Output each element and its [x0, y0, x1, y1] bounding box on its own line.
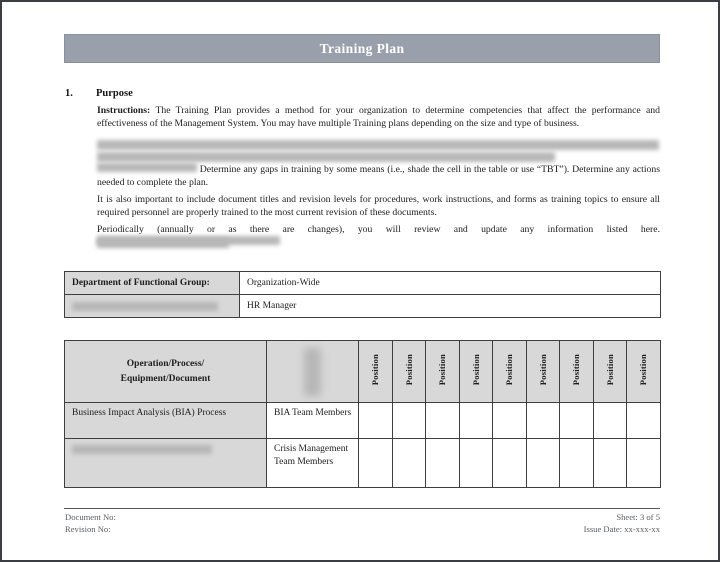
position-column-header: Position [627, 341, 661, 403]
instructions-paragraph [97, 104, 660, 130]
redacted-paragraph-continuation [97, 238, 229, 248]
section-title: Purpose [96, 88, 133, 99]
operation-header-line2: Equipment/Document [120, 373, 211, 384]
matrix-cell [493, 439, 527, 488]
matrix-cell [627, 439, 661, 488]
gaps-paragraph [97, 163, 660, 189]
table-row [65, 439, 661, 488]
review-text: Periodically (annually or as there are changes), you will review and update any information listed here. [97, 224, 660, 235]
footer-right [403, 511, 660, 535]
matrix-cell [426, 403, 460, 439]
matrix-cell [526, 403, 560, 439]
revision-text: It is also important to include document titles and revision levels for procedures, work instructions, and forms as training topics to ensure all required personnel are properly trained to the most current revision of these documents. [97, 194, 660, 218]
redacted-text-line [97, 238, 229, 248]
position-column-header: Position [560, 341, 594, 403]
matrix-cell [392, 439, 426, 488]
redacted-column-header [267, 341, 359, 403]
gaps-text: Determine any gaps in training by some means (i.e., shade the cell in the table or use “TBT”). Determine any actions needed to complete the plan. [97, 164, 661, 188]
document-title-bar [64, 34, 660, 63]
matrix-cell [593, 403, 627, 439]
department-value-cell: Organization-Wide [240, 272, 661, 295]
document-title: Training Plan [319, 41, 405, 56]
redacted-text-inline [72, 302, 218, 311]
matrix-cell [526, 439, 560, 488]
matrix-cell [627, 403, 661, 439]
instructions-text: The Training Plan provides a method for your organization to determine competencies that affect the performance and effectiveness of the Management System. You may have multiple Training plans depending on the size and type of business. [97, 105, 660, 129]
table-row [65, 403, 661, 439]
table-row [65, 272, 661, 295]
sheet-number: Sheet: 3 of 5 [616, 512, 660, 522]
matrix-cell [459, 439, 493, 488]
redacted-text-inline [72, 445, 212, 454]
redacted-label-cell [65, 295, 240, 318]
section-number: 1. [65, 88, 73, 99]
footer-left [65, 511, 116, 535]
table-header-row [65, 341, 661, 403]
manager-value-cell: HR Manager [240, 295, 661, 318]
team-cell: BIA Team Members [267, 403, 359, 439]
document-no-label: Document No: [65, 512, 116, 522]
table-row [65, 295, 661, 318]
matrix-cell [560, 403, 594, 439]
footer-divider [64, 508, 660, 509]
matrix-cell [459, 403, 493, 439]
issue-date: Issue Date: xx-xxx-xx [583, 524, 660, 534]
redacted-text-line [97, 152, 555, 162]
redacted-text-vertical [304, 348, 321, 396]
operation-cell: Business Impact Analysis (BIA) Process [65, 403, 267, 439]
team-cell: Crisis Management Team Members [267, 439, 359, 488]
redacted-text-line [97, 140, 659, 150]
revision-no-label: Revision No: [65, 524, 111, 534]
department-label-cell: Department of Functional Group: [65, 272, 240, 295]
position-column-header: Position [493, 341, 527, 403]
matrix-cell [560, 439, 594, 488]
matrix-cell [493, 403, 527, 439]
operation-column-header [65, 341, 267, 403]
matrix-cell [426, 439, 460, 488]
training-matrix-table [64, 340, 661, 488]
position-column-header: Position [392, 341, 426, 403]
matrix-cell [392, 403, 426, 439]
department-info-table [64, 271, 661, 318]
redacted-text-inline [97, 163, 197, 172]
position-column-header: Position [526, 341, 560, 403]
position-column-header: Position [426, 341, 460, 403]
redacted-paragraph [97, 140, 659, 162]
instructions-label: Instructions: [97, 105, 151, 116]
section-heading [65, 88, 133, 99]
matrix-cell [593, 439, 627, 488]
matrix-cell [359, 439, 393, 488]
position-column-header: Position [359, 341, 393, 403]
operation-header-line1: Operation/Process/ [126, 358, 205, 369]
operation-cell-redacted [65, 439, 267, 488]
revision-paragraph [97, 193, 660, 219]
position-column-header: Position [459, 341, 493, 403]
position-column-header: Position [593, 341, 627, 403]
matrix-cell [359, 403, 393, 439]
